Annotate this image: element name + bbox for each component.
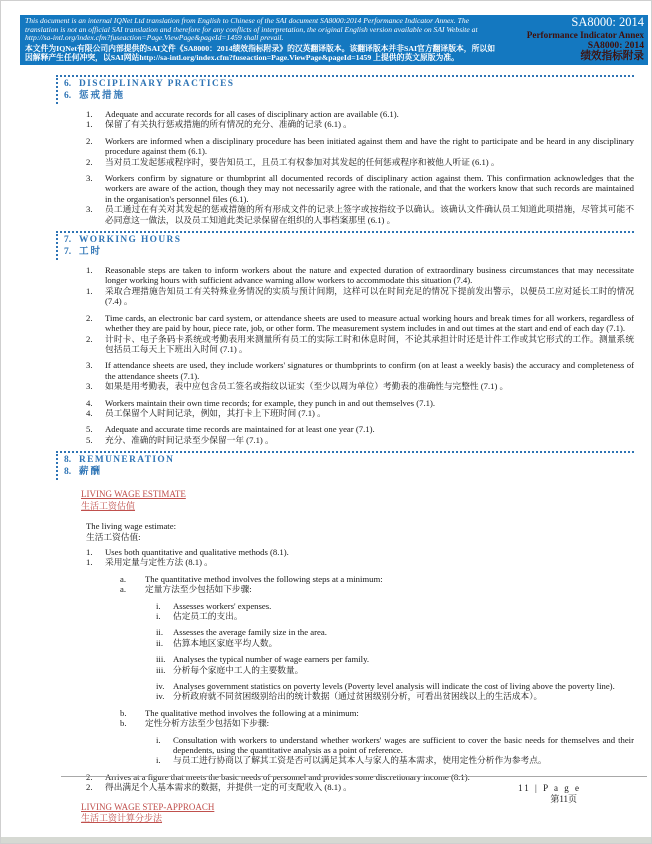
list-item-row-en — [56, 708, 634, 718]
list-item-text-en: Consultation with workers to understand whether workers' wages are sufficient to cover the basic needs for themselves and their dependents, using the quantitative analysis as a point of reference. — [173, 734, 634, 756]
list-item — [56, 735, 634, 766]
document-title-box — [500, 15, 648, 65]
page-bottom-edge — [1, 837, 651, 843]
list-item-number: iii. — [156, 654, 166, 665]
list-item-text-zh: 得出满足个人基本需求的数据，并提供一定的可支配收入 (8.1) 。 — [105, 782, 352, 793]
list-item-row-en — [56, 735, 634, 756]
list-item-number: iii. — [156, 664, 166, 675]
list-item-text-en: Adequate and accurate records for all cases of disciplinary action are available (6.1). — [105, 109, 399, 119]
list-item-number: 4. — [86, 397, 93, 408]
list-item-row-zh — [56, 119, 634, 129]
list-item-number: ii. — [156, 627, 163, 638]
list-item-text-zh: 采取合理措施告知员工有关特殊业务情况的实质与预计间期，这样可以在时间充足的情况下提前发出警示，以便员工应对延长工时的情况 (7.4) 。 — [105, 285, 634, 307]
list-item-text-zh: 充分、准确的时间记录至少保留一年 (7.1) 。 — [105, 434, 274, 445]
list-item-text-zh: 分析每个家庭中工人的主要数量。 — [173, 664, 304, 675]
list-item-number: 5. — [86, 424, 93, 435]
list-item-row-zh — [56, 718, 634, 728]
list-item-text-zh: 估定员工的支出。 — [173, 611, 243, 621]
list-item-number: a. — [120, 573, 127, 584]
list-item-text-en: The qualitative method involves the following at a minimum: — [145, 707, 359, 718]
list-item-row-zh — [56, 286, 634, 307]
list-item-row-zh — [56, 611, 634, 621]
list-item-number: i. — [156, 734, 161, 745]
list-item-text-en: Time cards, an electronic bar card system, or attendance sheets are used to measure actual working hours and break times for all workers, regardless of whether they are paid by hour, piece rate, job, or other form. The measurement system includes in and out times at the start and end of each day (7.1). — [105, 312, 634, 334]
title-sa8000-english: SA8000: 2014 — [571, 15, 644, 29]
list-item-row-en — [56, 173, 634, 204]
list-item-row-en — [56, 574, 634, 584]
section-heading-7 — [56, 231, 634, 260]
title-annex-chinese: 绩效指标附录 — [580, 51, 644, 62]
footer-divider — [61, 776, 647, 777]
section-title-text-english: DISCIPLINARY PRACTICES — [79, 79, 235, 89]
section-title-english — [64, 79, 634, 90]
list-item-row-en — [56, 654, 634, 664]
section-heading-6 — [56, 75, 634, 104]
living-wage-estimate-link-english[interactable]: LIVING WAGE ESTIMATE — [81, 489, 186, 500]
list-item-text-en: Workers maintain their own time records; for example, they punch in and out themselves (7.1). — [105, 397, 436, 408]
list-item-number: 3. — [86, 204, 93, 215]
list-item — [56, 424, 634, 445]
section-title-text-english: WORKING HOURS — [79, 235, 182, 246]
section-number: 7. — [64, 235, 72, 246]
list-item-number: b. — [120, 707, 127, 718]
list-item-number: 2. — [86, 333, 93, 344]
section-number: 8. — [64, 467, 72, 478]
title-annex-english: Performance Indicator Annex — [526, 29, 644, 40]
page-number-english: 11 | P a g e — [518, 783, 581, 793]
list-item-row-zh — [56, 157, 634, 167]
section-heading-8 — [56, 451, 634, 480]
list-item-row-zh — [56, 638, 634, 648]
section-number: 8. — [64, 455, 72, 466]
list-item-number: 1. — [86, 546, 93, 557]
list-item-number: 1. — [86, 109, 93, 119]
list-item-number: 2. — [86, 156, 93, 167]
list-item-number: 3. — [86, 381, 93, 392]
list-item-row-en — [56, 681, 634, 691]
list-item-row-zh — [56, 408, 634, 418]
living-wage-step-approach-link-english[interactable]: LIVING WAGE STEP-APPROACH — [81, 801, 215, 812]
list-item-text-zh: 与员工进行协商以了解其工资是否可以满足其本人与家人的基本需求，使用定性分析作为参考点。 — [173, 755, 547, 766]
paragraph — [56, 521, 634, 542]
list-item — [56, 574, 634, 595]
list-item-text-zh: 采用定量与定性方法 (8.1) 。 — [105, 557, 213, 568]
list-item-row-en — [56, 627, 634, 637]
title-sa8000-chinese: SA8000: 2014 — [587, 40, 644, 51]
list-item-number: i. — [156, 755, 161, 766]
list-item-text-en: Workers confirm by signature or thumbprint all documented records of disciplinary action against them. This confirmation acknowledges that the workers are aware of the action, though they may not necessarily agree with the rationale, and that the workers know that such records are maintained in the organisation's personnel files (6.1). — [105, 173, 634, 204]
section-title-text-chinese: 工时 — [79, 247, 103, 258]
living-wage-step-approach-link-chinese[interactable]: 生活工资计算分步法 — [81, 813, 163, 824]
list-item-row-zh — [56, 334, 634, 355]
list-item-text-zh: 定性分析方法至少包括如下步骤: — [145, 718, 270, 729]
list-item-text-en: Arrives at a figure that meets the basic needs of personnel and provides some discretionary income (8.1). — [105, 771, 470, 782]
list-item-text-en: Adequate and accurate time records are maintained for at least one year (7.1). — [105, 424, 375, 435]
list-item-number: a. — [120, 584, 127, 595]
list-item-number: 2. — [86, 312, 93, 323]
list-item-number: iv. — [156, 691, 165, 702]
list-item-text-zh: 保留了有关执行惩戒措施的所有情况的充分、准确的记录 (6.1) 。 — [105, 119, 352, 130]
list-item-text-en: Analyses government statistics on poverty levels (Poverty level analysis will indicate the cost of living above the poverty line). — [173, 681, 615, 692]
list-item-row-en — [56, 547, 634, 557]
section-title-english — [64, 455, 634, 466]
list-item — [56, 360, 634, 391]
list-item-row-zh — [56, 381, 634, 391]
section-number: 6. — [64, 79, 72, 89]
list-item — [56, 265, 634, 307]
list-item-row-en — [56, 398, 634, 408]
list-item — [56, 708, 634, 729]
link-block — [56, 489, 634, 512]
list-item-text-zh: 定量方法至少包括如下步骤: — [145, 584, 252, 595]
list-item-row-en — [56, 136, 634, 157]
list-item-row-en — [56, 313, 634, 334]
list-item — [56, 313, 634, 355]
list-item-text-en: Uses both quantitative and qualitative methods (8.1). — [105, 546, 289, 557]
list-item-text-en: Assesses workers' expenses. — [173, 600, 272, 611]
list-item-row-zh — [56, 665, 634, 675]
list-item-text-en: If attendance sheets are used, they include workers' signatures or thumbprints to confirm (on at least a weekly basis) the accuracy and completeness of the attendance sheets (7.1). — [105, 360, 634, 381]
section-title-text-chinese: 惩戒措施 — [79, 91, 126, 101]
list-item-number: 4. — [86, 407, 93, 418]
list-item-row-en — [56, 265, 634, 286]
list-item-row-zh — [56, 584, 634, 594]
list-item-number: 5. — [86, 434, 93, 445]
document-body — [56, 73, 634, 828]
section-title-text-english: REMUNERATION — [79, 455, 175, 466]
list-item-number: 1. — [86, 557, 93, 568]
list-item-text-zh: 员工通过在有关对其发起的惩戒措施的所有形成文件的记录上签字或按指纹予以确认。该确认文件确认员工知道此项措施，尽管其可能不必同意这一做法，以及员工知道此类记录保留在组织的人事档案那里 (6.1) 。 — [105, 204, 634, 225]
header-banner — [20, 15, 648, 65]
list-item-number: 2. — [86, 782, 93, 793]
list-item-number: i. — [156, 611, 161, 621]
section-title-chinese — [64, 246, 634, 258]
list-item-text-zh: 分析政府就不同贫困级别给出的统计数据（通过贫困级别分析，可看出贫困线以上的生活成本）。 — [173, 691, 543, 702]
list-item — [56, 109, 634, 130]
list-item — [56, 398, 634, 419]
section-number: 6. — [64, 91, 72, 101]
list-item-number: 1. — [86, 119, 93, 130]
list-item-number: 2. — [86, 771, 93, 782]
list-item-text-en: Analyses the typical number of wage earners per family. — [173, 654, 370, 665]
list-item-row-zh — [56, 204, 634, 225]
paragraph-english: The living wage estimate: — [86, 521, 176, 532]
list-item-text-en: The quantitative method involves the following steps at a minimum: — [145, 573, 383, 584]
list-item-number: ii. — [156, 637, 163, 648]
list-item-text-en: Workers are informed when a disciplinary procedure has been initiated against them and have the right to participate and be heard in any disciplinary procedure against them (6.1). — [105, 135, 634, 157]
paragraph-chinese: 生活工资估值: — [86, 531, 141, 542]
list-item — [56, 654, 634, 675]
list-item-number: i. — [156, 600, 161, 611]
section-title-chinese — [64, 466, 634, 478]
list-item — [56, 627, 634, 648]
list-item-number: 1. — [86, 265, 93, 276]
list-item-number: 3. — [86, 173, 93, 184]
list-item-row-en — [56, 360, 634, 381]
list-item-text-zh: 如果是用考勤表，表中应包含员工签名或指纹以证实（至少以周为单位）考勤表的准确性与完整性 (7.1) 。 — [105, 381, 509, 392]
page-footer — [61, 776, 647, 805]
list-item-number: 1. — [86, 285, 93, 296]
list-item-text-zh: 计时卡、电子条码卡系统或考勤表用来测量所有员工的实际工时和休息时间，不论其承担计时还是计件工作或其它形式的工作。测量系统包括员工每天上下班出入时间 (7.1) 。 — [105, 333, 634, 354]
section-title-english — [64, 235, 634, 246]
disclaimer-chinese: 本文件为IQNet有限公司内部提供的SAI文件《SA8000：2014绩效指标附录》的汉英翻译版本。该翻译版本并非SAI官方翻译版本，所以如因解释产生任何冲突，以SAI网站http://sa-intl.org/index.cfm?fuseaction=Page.ViewPage&pageId=1459 上提供的英文原版为准。 — [25, 44, 495, 63]
list-item-text-en: Reasonable steps are taken to inform workers about the nature and expected duration of extraordinary business circumstances that may necessitate longer working hours with sufficient advance warning allow workers to accommodate this situation (7.4). — [105, 265, 634, 286]
list-item-text-zh: 估算本地区家庭平均人数。 — [173, 637, 278, 648]
link-block — [56, 802, 634, 825]
list-item — [56, 547, 634, 568]
list-item — [56, 136, 634, 167]
list-item-row-en — [56, 601, 634, 611]
disclaimer-english: This document is an internal IQNet Ltd translation from English to Chinese of the SAI document SA8000:2014 Performance Indicator Annex. The translation is not an official SAI translation and therefore for any conflicts of interpretation, the original English version available on SAI Website at http://sa-intl.org/index.cfm?fuseaction=Page.ViewPage&pageId=1459 shall prevail. — [25, 16, 478, 43]
list-item-row-zh — [56, 557, 634, 567]
list-item-text-zh: 当对员工发起惩戒程序时，要告知员工，且员工有权参加对其发起的任何惩戒程序和被他人听证 (6.1) 。 — [105, 156, 500, 167]
living-wage-estimate-link-chinese[interactable]: 生活工资估值 — [81, 500, 136, 511]
list-item-number: 2. — [86, 135, 93, 146]
list-item-row-en — [56, 109, 634, 119]
list-item-text-zh: 员工保留个人时间记录，例如，其打卡上下班时间 (7.1) 。 — [105, 407, 326, 418]
list-item-text-en: Assesses the average family size in the area. — [173, 627, 327, 638]
list-item-number: b. — [120, 718, 127, 729]
section-title-text-chinese: 薪酬 — [79, 467, 103, 478]
section-number: 7. — [64, 247, 72, 258]
list-item-row-zh — [56, 691, 634, 701]
list-item-row-zh — [56, 755, 634, 765]
list-item-number: iv. — [156, 681, 165, 692]
list-item — [56, 681, 634, 702]
page-number-chinese: 第11页 — [550, 794, 577, 804]
list-item-row-zh — [56, 435, 634, 445]
list-item-row-en — [56, 424, 634, 434]
list-item — [56, 601, 634, 622]
list-item-number: 3. — [86, 360, 93, 371]
translation-disclaimer — [20, 15, 500, 65]
list-item — [56, 173, 634, 225]
section-title-chinese — [64, 90, 634, 102]
